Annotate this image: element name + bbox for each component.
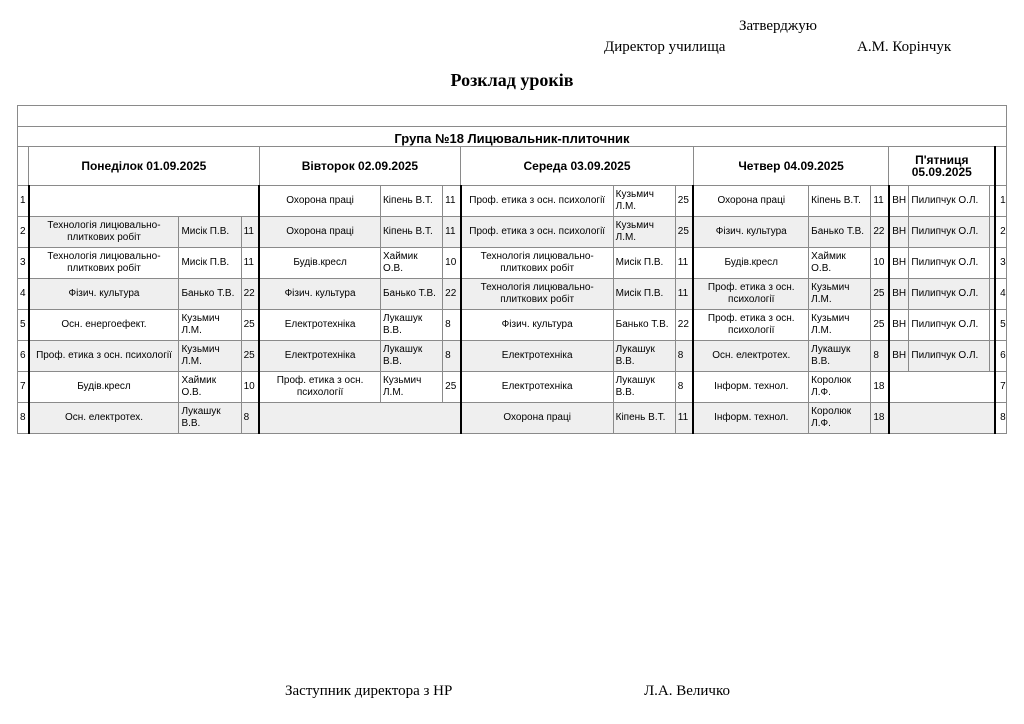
teacher-cell: Банько Т.В.: [809, 217, 871, 248]
teacher-cell: Мисік П.В.: [613, 248, 675, 279]
teacher-cell: Банько Т.В.: [380, 279, 442, 310]
teacher-cell: Кіпень В.Т.: [613, 403, 675, 434]
lesson-number-right: 3: [995, 248, 1006, 279]
teacher-cell: Банько Т.В.: [179, 279, 241, 310]
room-cell: 25: [871, 310, 889, 341]
subject-cell: Проф. етика з осн. психології: [461, 186, 613, 217]
lessons-body: [18, 186, 1007, 434]
teacher-cell: Кіпень В.Т.: [380, 186, 442, 217]
room-cell: 8: [675, 341, 693, 372]
teacher-cell: Лукашук В.В.: [179, 403, 241, 434]
room-cell: 25: [871, 279, 889, 310]
lesson-number-right: 1: [995, 186, 1006, 217]
subject-cell: Охорона праці: [693, 186, 808, 217]
lesson-number: 5: [18, 310, 29, 341]
subject-cell: Охорона праці: [259, 217, 380, 248]
room-cell: 11: [443, 186, 461, 217]
day-header-row: [18, 147, 1007, 186]
teacher-cell: Мисік П.В.: [179, 248, 241, 279]
empty-slot: [889, 403, 995, 434]
subject-cell: Електротехніка: [259, 341, 380, 372]
teacher-cell: Пилипчук О.Л.: [909, 217, 989, 248]
subject-cell: Фізич. культура: [461, 310, 613, 341]
subject-cell: Фізич. культура: [693, 217, 808, 248]
approval-label: Затверджую: [739, 18, 817, 34]
lesson-row: [18, 217, 1007, 248]
lesson-number-right: 6: [995, 341, 1006, 372]
lesson-number: 1: [18, 186, 29, 217]
schedule-table: [17, 105, 1007, 434]
subject-cell: Будів.кресл: [29, 372, 179, 403]
teacher-cell: Кузьмич Л.М.: [179, 310, 241, 341]
day-header-tue: Вівторок 02.09.2025: [259, 147, 461, 186]
teacher-cell: Хаймик О.В.: [380, 248, 442, 279]
room-cell: 22: [675, 310, 693, 341]
lesson-num-header-right: [995, 147, 1006, 186]
subject-cell: Проф. етика з осн. психології: [693, 279, 808, 310]
director-name: А.М. Корінчук: [857, 39, 952, 55]
room-cell: 11: [443, 217, 461, 248]
page-title: Розклад уроків: [450, 70, 574, 90]
group-title: Група №18 Лицювальник-плиточник: [18, 127, 1007, 147]
teacher-cell: Пилипчук О.Л.: [909, 248, 989, 279]
empty-slot: [29, 186, 260, 217]
subject-cell: Будів.кресл: [259, 248, 380, 279]
room-cell: 11: [241, 248, 259, 279]
teacher-cell: Мисік П.В.: [179, 217, 241, 248]
room-cell: 11: [241, 217, 259, 248]
room-cell: 18: [871, 403, 889, 434]
subject-cell: Фізич. культура: [29, 279, 179, 310]
lesson-number-right: 8: [995, 403, 1006, 434]
subject-cell: Технологія лицювально-плиткових робіт: [461, 279, 613, 310]
room-cell: 22: [443, 279, 461, 310]
room-cell: 25: [675, 217, 693, 248]
lesson-number: 2: [18, 217, 29, 248]
lesson-num-header: [18, 147, 29, 186]
lesson-number-right: 5: [995, 310, 1006, 341]
lesson-row: [18, 248, 1007, 279]
subject-cell: Проф. етика з осн. психології: [259, 372, 380, 403]
lesson-number-right: 2: [995, 217, 1006, 248]
teacher-cell: Лукашук В.В.: [613, 372, 675, 403]
room-cell: 10: [241, 372, 259, 403]
subject-cell: ВН: [889, 186, 909, 217]
lesson-number-right: 4: [995, 279, 1006, 310]
teacher-cell: Кіпень В.Т.: [380, 217, 442, 248]
day-header-mon: Понеділок 01.09.2025: [29, 147, 260, 186]
teacher-cell: Хаймик О.В.: [809, 248, 871, 279]
room-cell: 8: [443, 341, 461, 372]
teacher-cell: Кузьмич Л.М.: [179, 341, 241, 372]
room-cell: 8: [443, 310, 461, 341]
lesson-row: [18, 310, 1007, 341]
subject-cell: Проф. етика з осн. психології: [693, 310, 808, 341]
day-header-fri: П'ятниця 05.09.2025: [889, 147, 995, 186]
lesson-row: [18, 341, 1007, 372]
room-cell: 22: [871, 217, 889, 248]
empty-slot: [889, 372, 995, 403]
teacher-cell: Кіпень В.Т.: [809, 186, 871, 217]
subject-cell: ВН: [889, 217, 909, 248]
table-top-row: [18, 106, 1007, 127]
subject-cell: Технологія лицювально-плиткових робіт: [29, 248, 179, 279]
lesson-row: [18, 403, 1007, 434]
teacher-cell: Банько Т.В.: [613, 310, 675, 341]
teacher-cell: Лукашук В.В.: [809, 341, 871, 372]
teacher-cell: Кузьмич Л.М.: [613, 186, 675, 217]
subject-cell: Проф. етика з осн. психології: [29, 341, 179, 372]
subject-cell: Охорона праці: [461, 403, 613, 434]
room-cell: 25: [443, 372, 461, 403]
teacher-cell: Королюк Л.Ф.: [809, 403, 871, 434]
subject-cell: Електротехніка: [259, 310, 380, 341]
lesson-number: 4: [18, 279, 29, 310]
teacher-cell: Хаймик О.В.: [179, 372, 241, 403]
room-cell: 8: [675, 372, 693, 403]
subject-cell: Інформ. технол.: [693, 372, 808, 403]
subject-cell: Осн. електротех.: [29, 403, 179, 434]
teacher-cell: Кузьмич Л.М.: [809, 279, 871, 310]
room-cell: 11: [675, 248, 693, 279]
room-cell: 11: [675, 279, 693, 310]
room-cell: 8: [241, 403, 259, 434]
teacher-cell: Пилипчук О.Л.: [909, 341, 989, 372]
room-cell: 11: [675, 403, 693, 434]
teacher-cell: Пилипчук О.Л.: [909, 186, 989, 217]
lesson-row: [18, 372, 1007, 403]
room-cell: 22: [241, 279, 259, 310]
subject-cell: Будів.кресл: [693, 248, 808, 279]
deputy-role: Заступник директора з НР: [285, 683, 453, 699]
subject-cell: Осн. енергоефект.: [29, 310, 179, 341]
teacher-cell: Пилипчук О.Л.: [909, 310, 989, 341]
room-cell: 11: [871, 186, 889, 217]
day-header-thu: Четвер 04.09.2025: [693, 147, 889, 186]
subject-cell: Технологія лицювально-плиткових робіт: [29, 217, 179, 248]
teacher-cell: Лукашук В.В.: [380, 341, 442, 372]
subject-cell: Технологія лицювально-плиткових робіт: [461, 248, 613, 279]
teacher-cell: Лукашук В.В.: [380, 310, 442, 341]
lesson-number-right: 7: [995, 372, 1006, 403]
teacher-cell: Королюк Л.Ф.: [809, 372, 871, 403]
room-cell: 18: [871, 372, 889, 403]
subject-cell: ВН: [889, 341, 909, 372]
teacher-cell: Пилипчук О.Л.: [909, 279, 989, 310]
lesson-row: [18, 186, 1007, 217]
lesson-number: 7: [18, 372, 29, 403]
teacher-cell: Кузьмич Л.М.: [809, 310, 871, 341]
room-cell: 8: [871, 341, 889, 372]
group-row: [18, 127, 1007, 147]
teacher-cell: Кузьмич Л.М.: [613, 217, 675, 248]
lesson-number: 6: [18, 341, 29, 372]
subject-cell: Інформ. технол.: [693, 403, 808, 434]
lesson-row: [18, 279, 1007, 310]
subject-cell: Осн. електротех.: [693, 341, 808, 372]
teacher-cell: Кузьмич Л.М.: [380, 372, 442, 403]
subject-cell: Охорона праці: [259, 186, 380, 217]
lesson-number: 8: [18, 403, 29, 434]
teacher-cell: Мисік П.В.: [613, 279, 675, 310]
director-role: Директор училища: [604, 39, 726, 55]
empty-slot: [259, 403, 461, 434]
deputy-name: Л.А. Величко: [644, 683, 731, 699]
day-header-wed: Середа 03.09.2025: [461, 147, 694, 186]
room-cell: 25: [675, 186, 693, 217]
subject-cell: Електротехніка: [461, 341, 613, 372]
subject-cell: Фізич. культура: [259, 279, 380, 310]
subject-cell: ВН: [889, 248, 909, 279]
subject-cell: ВН: [889, 310, 909, 341]
room-cell: 25: [241, 341, 259, 372]
teacher-cell: Лукашук В.В.: [613, 341, 675, 372]
room-cell: 25: [241, 310, 259, 341]
subject-cell: ВН: [889, 279, 909, 310]
lesson-number: 3: [18, 248, 29, 279]
room-cell: 10: [443, 248, 461, 279]
subject-cell: Проф. етика з осн. психології: [461, 217, 613, 248]
room-cell: 10: [871, 248, 889, 279]
subject-cell: Електротехніка: [461, 372, 613, 403]
